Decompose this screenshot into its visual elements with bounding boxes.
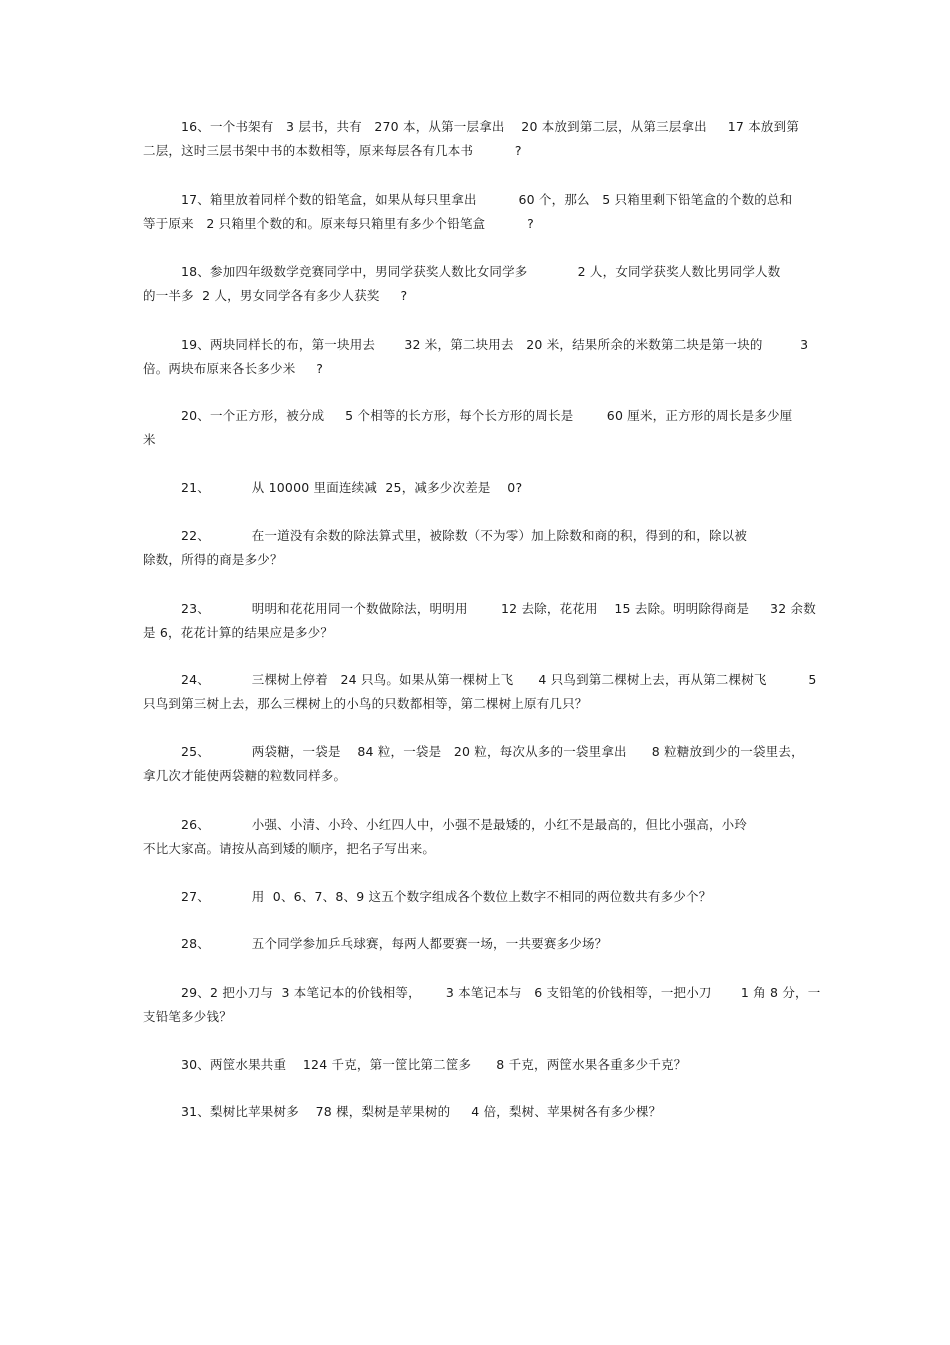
problem-line: 24、 三棵树上停着 24 只鸟。如果从第一棵树上飞 4 只鸟到第二棵树上去，再从第二棵树飞 5 [181, 672, 817, 687]
problem-line: 18、参加四年级数学竞赛同学中，男同学获奖人数比女同学多 2 人，女同学获奖人数比男同学人数 [181, 264, 781, 279]
problem-line: 25、 两袋糖，一袋是 84 粒，一袋是 20 粒，每次从多的一袋里拿出 8 粒糖放到少的一袋里去， [181, 744, 804, 759]
problem-line: 23、 明明和花花用同一个数做除法，明明用 12 去除，花花用 15 去除。明明除得商是 32 余数 [181, 601, 816, 616]
problem-line: 16、一个书架有 3 层书，共有 270 本，从第一层拿出 20 本放到第二层，从第三层拿出 17 本放到第 [181, 119, 800, 134]
problem-line: 17、箱里放着同样个数的铅笔盒，如果从每只里拿出 60 个，那么 5 只箱里剩下铅笔盒的个数的总和 [181, 192, 793, 207]
problem-line: 拿几次才能使两袋糖的粒数同样多。 [143, 768, 347, 783]
problem-18 [143, 260, 807, 308]
problem-line: 不比大家高。请按从高到矮的顺序，把名子写出来。 [143, 841, 436, 856]
problem-28 [143, 932, 807, 956]
problem-line: 米 [143, 432, 156, 447]
problem-line: 30、两筐水果共重 124 千克，第一筐比第二筐多 8 千克，两筐水果各重多少千克？ [181, 1057, 687, 1072]
problem-line: 除数，所得的商是多少？ [143, 552, 283, 567]
problem-line: 28、 五个同学参加乒乓球赛，每两人都要赛一场，一共要赛多少场？ [181, 936, 608, 951]
problem-line: 29、2 把小刀与 3 本笔记本的价钱相等， 3 本笔记本与 6 支铅笔的价钱相等，一把小刀 1 角 8 分，一 [181, 985, 821, 1000]
problem-line: 的一半多 2 人，男女同学各有多少人获奖 ? [143, 288, 408, 303]
problem-line: 等于原来 2 只箱里个数的和。原来每只箱里有多少个铅笔盒 ? [143, 216, 534, 231]
problem-26 [143, 813, 807, 861]
problem-line: 22、 在一道没有余数的除法算式里，被除数（不为零）加上除数和商的积，得到的和，除以被 [181, 528, 748, 543]
problem-17 [143, 188, 807, 236]
problem-line: 27、 用 0、6、7、8、9 这五个数字组成各个数位上数字不相同的两位数共有多少个？ [181, 889, 712, 904]
problem-line: 支铅笔多少钱？ [143, 1009, 232, 1024]
problem-22 [143, 524, 807, 572]
problem-24 [143, 668, 817, 716]
problem-line: 21、 从 10000 里面连续减 25，减多少次差是 0? [181, 480, 523, 495]
problem-16 [143, 115, 807, 163]
problem-30 [143, 1053, 807, 1077]
problem-line: 19、两块同样长的布，第一块用去 32 米，第二块用去 20 米，结果所余的米数第二块是第一块的 3 [181, 337, 809, 352]
problem-line: 20、一个正方形，被分成 5 个相等的长方形，每个长方形的周长是 60 厘米，正方形的周长是多少厘 [181, 408, 793, 423]
problem-29 [143, 981, 821, 1029]
problem-19 [143, 333, 807, 381]
problem-25 [143, 740, 807, 788]
problem-20 [143, 404, 807, 452]
problem-line: 倍。两块布原来各长多少米 ? [143, 361, 324, 376]
problem-27 [143, 885, 807, 909]
problem-31 [143, 1100, 807, 1124]
problem-line: 二层，这时三层书架中书的本数相等，原来每层各有几本书 ? [143, 143, 522, 158]
problem-line: 是 6，花花计算的结果应是多少？ [143, 625, 334, 640]
problem-line: 只鸟到第三树上去，那么三棵树上的小鸟的只数都相等，第二棵树上原有几只？ [143, 696, 588, 711]
problem-23 [143, 597, 816, 645]
problem-21 [143, 476, 807, 500]
problem-line: 31、梨树比苹果树多 78 棵，梨树是苹果树的 4 倍，梨树、苹果树各有多少棵？ [181, 1104, 662, 1119]
problem-line: 26、 小强、小清、小玲、小红四人中，小强不是最矮的，小红不是最高的，但比小强高，小玲 [181, 817, 748, 832]
